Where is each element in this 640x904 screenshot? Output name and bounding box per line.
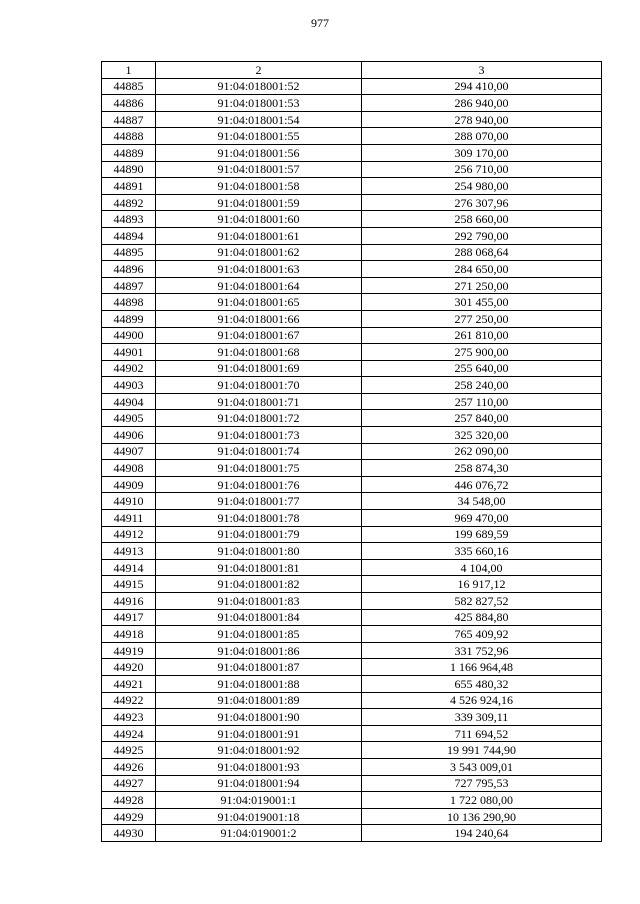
table-row <box>102 792 602 809</box>
row-number-cell: 44888 <box>102 128 156 145</box>
row-number-cell: 44923 <box>102 709 156 726</box>
cadastral-number-cell: 91:04:018001:93 <box>156 758 362 775</box>
cadastral-number-cell: 91:04:019001:2 <box>156 825 362 842</box>
cadastral-number-cell: 91:04:018001:54 <box>156 111 362 128</box>
value-cell: 582 827,52 <box>362 593 602 610</box>
cadastral-number-cell: 91:04:018001:81 <box>156 559 362 576</box>
row-number-cell: 44906 <box>102 427 156 444</box>
table-row <box>102 725 602 742</box>
table-row <box>102 576 602 593</box>
cadastral-number-cell: 91:04:018001:86 <box>156 642 362 659</box>
table-row <box>102 609 602 626</box>
cadastral-number-cell: 91:04:018001:94 <box>156 775 362 792</box>
value-cell: 284 650,00 <box>362 261 602 278</box>
value-cell: 255 640,00 <box>362 360 602 377</box>
table-row <box>102 111 602 128</box>
table-row <box>102 675 602 692</box>
cadastral-number-cell: 91:04:018001:79 <box>156 526 362 543</box>
value-cell: 16 917,12 <box>362 576 602 593</box>
cadastral-number-cell: 91:04:018001:89 <box>156 692 362 709</box>
table-row <box>102 360 602 377</box>
row-number-cell: 44899 <box>102 310 156 327</box>
table-row <box>102 178 602 195</box>
row-number-cell: 44913 <box>102 543 156 560</box>
value-cell: 331 752,96 <box>362 642 602 659</box>
cadastral-number-cell: 91:04:018001:75 <box>156 460 362 477</box>
value-cell: 19 991 744,90 <box>362 742 602 759</box>
value-cell: 288 068,64 <box>362 244 602 261</box>
value-cell: 325 320,00 <box>362 427 602 444</box>
value-cell: 969 470,00 <box>362 510 602 527</box>
value-cell: 727 795,53 <box>362 775 602 792</box>
row-number-cell: 44903 <box>102 377 156 394</box>
cadastral-number-cell: 91:04:018001:58 <box>156 178 362 195</box>
row-number-cell: 44898 <box>102 294 156 311</box>
table-row <box>102 78 602 95</box>
table-row <box>102 427 602 444</box>
value-cell: 335 660,16 <box>362 543 602 560</box>
table-row <box>102 642 602 659</box>
cadastral-number-cell: 91:04:018001:82 <box>156 576 362 593</box>
row-number-cell: 44911 <box>102 510 156 527</box>
row-number-cell: 44924 <box>102 725 156 742</box>
row-number-cell: 44892 <box>102 194 156 211</box>
row-number-cell: 44901 <box>102 344 156 361</box>
cadastral-number-cell: 91:04:018001:90 <box>156 709 362 726</box>
row-number-cell: 44897 <box>102 277 156 294</box>
row-number-cell: 44904 <box>102 393 156 410</box>
row-number-cell: 44887 <box>102 111 156 128</box>
cadastral-number-cell: 91:04:018001:55 <box>156 128 362 145</box>
column-header-3: 3 <box>362 62 602 79</box>
cadastral-number-cell: 91:04:018001:60 <box>156 211 362 228</box>
table-row <box>102 211 602 228</box>
cadastral-number-cell: 91:04:018001:92 <box>156 742 362 759</box>
row-number-cell: 44915 <box>102 576 156 593</box>
cadastral-number-cell: 91:04:018001:59 <box>156 194 362 211</box>
cadastral-number-cell: 91:04:018001:69 <box>156 360 362 377</box>
table-row <box>102 443 602 460</box>
row-number-cell: 44894 <box>102 227 156 244</box>
value-cell: 199 689,59 <box>362 526 602 543</box>
table-row <box>102 742 602 759</box>
row-number-cell: 44919 <box>102 642 156 659</box>
table-row <box>102 261 602 278</box>
table-row <box>102 510 602 527</box>
row-number-cell: 44900 <box>102 327 156 344</box>
row-number-cell: 44909 <box>102 476 156 493</box>
row-number-cell: 44902 <box>102 360 156 377</box>
row-number-cell: 44928 <box>102 792 156 809</box>
cadastral-number-cell: 91:04:018001:56 <box>156 144 362 161</box>
row-number-cell: 44929 <box>102 808 156 825</box>
table-row <box>102 476 602 493</box>
row-number-cell: 44910 <box>102 493 156 510</box>
value-cell: 277 250,00 <box>362 310 602 327</box>
cadastral-number-cell: 91:04:018001:52 <box>156 78 362 95</box>
row-number-cell: 44922 <box>102 692 156 709</box>
row-number-cell: 44885 <box>102 78 156 95</box>
table-row <box>102 161 602 178</box>
value-cell: 10 136 290,90 <box>362 808 602 825</box>
row-number-cell: 44917 <box>102 609 156 626</box>
row-number-cell: 44905 <box>102 410 156 427</box>
row-number-cell: 44918 <box>102 626 156 643</box>
row-number-cell: 44893 <box>102 211 156 228</box>
value-cell: 655 480,32 <box>362 675 602 692</box>
row-number-cell: 44926 <box>102 758 156 775</box>
row-number-cell: 44907 <box>102 443 156 460</box>
cadastral-number-cell: 91:04:018001:71 <box>156 393 362 410</box>
row-number-cell: 44886 <box>102 95 156 112</box>
table-row <box>102 344 602 361</box>
value-cell: 194 240,64 <box>362 825 602 842</box>
cadastral-number-cell: 91:04:019001:1 <box>156 792 362 809</box>
table-row <box>102 709 602 726</box>
cadastral-number-cell: 91:04:018001:85 <box>156 626 362 643</box>
table-row <box>102 410 602 427</box>
cadastral-number-cell: 91:04:018001:62 <box>156 244 362 261</box>
table-row <box>102 460 602 477</box>
cadastral-number-cell: 91:04:018001:64 <box>156 277 362 294</box>
value-cell: 276 307,96 <box>362 194 602 211</box>
table-row <box>102 95 602 112</box>
value-cell: 275 900,00 <box>362 344 602 361</box>
table-row <box>102 128 602 145</box>
value-cell: 292 790,00 <box>362 227 602 244</box>
table-row <box>102 377 602 394</box>
value-cell: 765 409,92 <box>362 626 602 643</box>
table-row <box>102 227 602 244</box>
value-cell: 256 710,00 <box>362 161 602 178</box>
table-row <box>102 327 602 344</box>
cadastral-number-cell: 91:04:018001:73 <box>156 427 362 444</box>
table-row <box>102 144 602 161</box>
value-cell: 339 309,11 <box>362 709 602 726</box>
row-number-cell: 44921 <box>102 675 156 692</box>
table-row <box>102 808 602 825</box>
row-number-cell: 44895 <box>102 244 156 261</box>
cadastral-number-cell: 91:04:018001:77 <box>156 493 362 510</box>
cadastral-number-cell: 91:04:018001:84 <box>156 609 362 626</box>
value-cell: 261 810,00 <box>362 327 602 344</box>
value-cell: 288 070,00 <box>362 128 602 145</box>
row-number-cell: 44890 <box>102 161 156 178</box>
cadastral-number-cell: 91:04:018001:66 <box>156 310 362 327</box>
table-row <box>102 493 602 510</box>
cadastral-number-cell: 91:04:018001:80 <box>156 543 362 560</box>
table-row <box>102 593 602 610</box>
row-number-cell: 44889 <box>102 144 156 161</box>
cadastral-number-cell: 91:04:018001:83 <box>156 593 362 610</box>
table-row <box>102 825 602 842</box>
table-row <box>102 526 602 543</box>
value-cell: 425 884,80 <box>362 609 602 626</box>
row-number-cell: 44927 <box>102 775 156 792</box>
value-cell: 258 874,30 <box>362 460 602 477</box>
value-cell: 1 722 080,00 <box>362 792 602 809</box>
table-row <box>102 194 602 211</box>
value-cell: 254 980,00 <box>362 178 602 195</box>
cadastral-number-cell: 91:04:018001:68 <box>156 344 362 361</box>
cadastral-number-cell: 91:04:018001:70 <box>156 377 362 394</box>
cadastral-number-cell: 91:04:018001:53 <box>156 95 362 112</box>
value-cell: 286 940,00 <box>362 95 602 112</box>
cadastral-number-cell: 91:04:018001:63 <box>156 261 362 278</box>
table-row <box>102 692 602 709</box>
table-body <box>102 78 602 841</box>
table-header-row <box>102 62 602 79</box>
cadastral-number-cell: 91:04:018001:78 <box>156 510 362 527</box>
cadastral-number-cell: 91:04:018001:88 <box>156 675 362 692</box>
table-row <box>102 775 602 792</box>
data-table <box>101 61 602 842</box>
row-number-cell: 44920 <box>102 659 156 676</box>
value-cell: 3 543 009,01 <box>362 758 602 775</box>
value-cell: 271 250,00 <box>362 277 602 294</box>
value-cell: 278 940,00 <box>362 111 602 128</box>
column-header-2: 2 <box>156 62 362 79</box>
value-cell: 258 660,00 <box>362 211 602 228</box>
row-number-cell: 44912 <box>102 526 156 543</box>
value-cell: 257 840,00 <box>362 410 602 427</box>
row-number-cell: 44896 <box>102 261 156 278</box>
row-number-cell: 44891 <box>102 178 156 195</box>
value-cell: 446 076,72 <box>362 476 602 493</box>
table-row <box>102 758 602 775</box>
value-cell: 309 170,00 <box>362 144 602 161</box>
value-cell: 34 548,00 <box>362 493 602 510</box>
cadastral-number-cell: 91:04:018001:65 <box>156 294 362 311</box>
value-cell: 4 526 924,16 <box>362 692 602 709</box>
value-cell: 257 110,00 <box>362 393 602 410</box>
cadastral-number-cell: 91:04:018001:57 <box>156 161 362 178</box>
value-cell: 301 455,00 <box>362 294 602 311</box>
value-cell: 258 240,00 <box>362 377 602 394</box>
table-row <box>102 659 602 676</box>
page-number: 977 <box>311 16 329 30</box>
cadastral-number-cell: 91:04:019001:18 <box>156 808 362 825</box>
table-row <box>102 277 602 294</box>
table-row <box>102 294 602 311</box>
table-row <box>102 244 602 261</box>
cadastral-number-cell: 91:04:018001:76 <box>156 476 362 493</box>
row-number-cell: 44916 <box>102 593 156 610</box>
table-row <box>102 393 602 410</box>
row-number-cell: 44925 <box>102 742 156 759</box>
table-row <box>102 559 602 576</box>
value-cell: 1 166 964,48 <box>362 659 602 676</box>
cadastral-number-cell: 91:04:018001:87 <box>156 659 362 676</box>
cadastral-number-cell: 91:04:018001:72 <box>156 410 362 427</box>
row-number-cell: 44914 <box>102 559 156 576</box>
row-number-cell: 44908 <box>102 460 156 477</box>
cadastral-number-cell: 91:04:018001:74 <box>156 443 362 460</box>
cadastral-number-cell: 91:04:018001:67 <box>156 327 362 344</box>
table-row <box>102 626 602 643</box>
value-cell: 4 104,00 <box>362 559 602 576</box>
row-number-cell: 44930 <box>102 825 156 842</box>
cadastral-number-cell: 91:04:018001:91 <box>156 725 362 742</box>
column-header-1: 1 <box>102 62 156 79</box>
value-cell: 711 694,52 <box>362 725 602 742</box>
table-row <box>102 543 602 560</box>
value-cell: 294 410,00 <box>362 78 602 95</box>
cadastral-number-cell: 91:04:018001:61 <box>156 227 362 244</box>
value-cell: 262 090,00 <box>362 443 602 460</box>
table-row <box>102 310 602 327</box>
